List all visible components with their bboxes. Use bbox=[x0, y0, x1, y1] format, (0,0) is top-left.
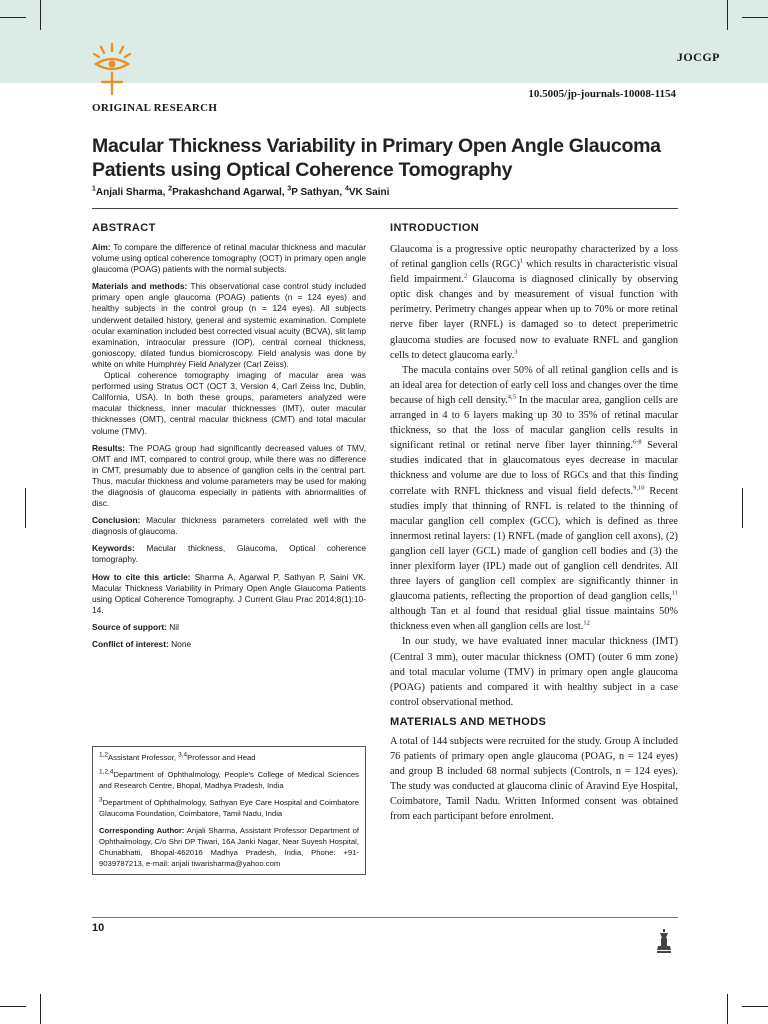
introduction-paragraph bbox=[390, 242, 678, 363]
abstract-conclusion bbox=[92, 515, 366, 537]
author-affiliation-marker: 3 bbox=[287, 185, 292, 193]
abstract-results-text: The POAG group had significantly decreased values of TMV, OMT and IMT, compared to control group, while there was no difference in CMT, presumably due to absence of ganglion cells in the central part. Thus, macular thickness and volume parameters may be used for making the diagnosis of glaucoma especially in patients with abnormalities of disc. bbox=[92, 442, 366, 509]
abstract-citation-label: How to cite this article: bbox=[92, 571, 191, 582]
article-doi: 10.5005/jp-journals-10008-1154 bbox=[528, 88, 676, 100]
abstract-conclusion-label: Conclusion: bbox=[92, 515, 141, 526]
crop-mark bbox=[25, 488, 26, 528]
article-title: Macular Thickness Variability in Primary Open Angle Glaucoma Patients using Optical Coherence Tomography bbox=[92, 135, 661, 181]
abstract-heading: ABSTRACT bbox=[92, 222, 156, 234]
corresponding-author-label: Corresponding Author: bbox=[99, 826, 185, 835]
abstract-methods-text: This observational case control study included primary open angle glaucoma (POAG) patients (n = 124 eyes) and healthy subjects in the control group (n = 124 eyes). All subjects underwent detailed history, general and systemic examination. Complete ocular examination included best corrected visual acuity (BCVA), slit lamp examination, intraocular pressure (IOP), central corneal thickness, gonioscopy, dilated fundus biomicroscopy. Field analysis was done by white on white Humphrey Field Analyzer (Carl Zeiss). bbox=[92, 281, 366, 369]
author-affiliation-marker: 2 bbox=[168, 185, 173, 193]
author-name: Anjali Sharma, bbox=[95, 187, 169, 198]
abstract-conclusion-text: Macular thickness parameters correlated well with the diagnosis of glaucoma. bbox=[92, 515, 366, 537]
journal-logo-icon bbox=[88, 42, 136, 102]
crop-mark bbox=[727, 0, 728, 30]
methods-paragraph: A total of 144 subjects were recruited for the study. Group A included 76 patients of primary open angle glaucoma (POAG, n = 124 eyes) and group B included 68 normal subjects (Controls, n = 124 eyes). The study was conducted at glaucoma clinic of Aravind Eye Hospital, Coimbatore, Tamil Nadu. Written Informed consent was obtained from each participant before enrolment. bbox=[390, 735, 678, 823]
abstract-keywords-label: Keywords: bbox=[92, 543, 135, 554]
page-number: 10 bbox=[92, 922, 105, 934]
citation-marker: 4,5 bbox=[507, 393, 516, 401]
abstract-citation-text: Sharma A, Agarwal P, Sathyan P, Saini VK. Macular Thickness Variability in Primary Open Angle Glaucoma Patients using Optical Coherence Tomography. J Current Glau Prac 2014;8(1):10-14. bbox=[92, 571, 366, 615]
author-name: P Sathyan, bbox=[291, 187, 345, 198]
affiliation-text: Assistant Professor, bbox=[108, 753, 179, 762]
crop-mark bbox=[40, 0, 41, 30]
affiliation-marker: 1,2 bbox=[99, 751, 109, 759]
abstract-methods bbox=[92, 281, 366, 370]
affiliation-text: Department of Ophthalmology, People’s College of Medical Sciences and Research Centre, Bhopal, Madhya Pradesh, India bbox=[99, 770, 359, 790]
affiliation-marker: 1,2,4 bbox=[99, 768, 114, 776]
abstract-results-label: Results: bbox=[92, 442, 126, 453]
affiliation-box bbox=[92, 746, 366, 875]
body-text: Several studies indicated that in glaucomatous eyes decrease in macular thickness and volume are due to loss of RGCs and that this finding correlate with RNFL thickness and visual field defects. bbox=[390, 440, 679, 497]
abstract-conflict bbox=[92, 639, 366, 650]
corresponding-author bbox=[99, 825, 359, 869]
abstract-aim-text: To compare the difference of retinal macular thickness and macular volume using optical coherence tomography (OCT) in primary open angle glaucoma (POAG) patients with the normal subjects. bbox=[92, 242, 366, 275]
affiliation-marker: 3 bbox=[99, 796, 103, 804]
abstract-conflict-label: Conflict of interest: bbox=[92, 639, 169, 649]
journal-name: JOCGP bbox=[676, 50, 720, 64]
citation-marker: 6-8 bbox=[632, 438, 642, 446]
body-text: Glaucoma is a progressive optic neuropathy characterized by a loss of retinal ganglion cells (RGC) bbox=[390, 244, 678, 271]
introduction-paragraph: In our study, we have evaluated inner macular thickness (IMT) (Central 3 mm), outer macular thickness (OMT) (outer 6 mm zone) and total macular volume (TMV) in primary open angle glaucoma (POAG) patients and compared it with healthy subject in a case control observational method. bbox=[390, 636, 678, 708]
author-name: Prakashchand Agarwal, bbox=[172, 187, 288, 198]
body-text: The macula contains over 50% of all retinal ganglion cells and is an ideal area for detection of early cell loss and changes over the time because of high cell density. bbox=[390, 364, 678, 406]
affiliation-institution-2 bbox=[99, 797, 359, 819]
abstract-aim bbox=[92, 242, 366, 275]
publisher-logo-icon bbox=[656, 928, 672, 954]
citation-marker: 12 bbox=[583, 619, 590, 627]
body-text: which results in characteristic visual field impairment. bbox=[390, 259, 679, 286]
methods-heading: MATERIALS AND METHODS bbox=[390, 715, 547, 728]
crop-mark bbox=[727, 994, 728, 1024]
abstract-keywords-text: Macular thickness, Glaucoma, Optical coherence tomography. bbox=[92, 543, 366, 565]
abstract-citation bbox=[92, 572, 366, 616]
author-affiliation-marker: 1 bbox=[92, 185, 96, 193]
body-column bbox=[390, 222, 678, 824]
introduction-heading: INTRODUCTION bbox=[390, 222, 480, 234]
author-affiliation-marker: 4 bbox=[344, 185, 349, 193]
author-name: VK Saini bbox=[348, 187, 390, 198]
abstract-support-text: Nil bbox=[166, 621, 180, 632]
abstract-conflict-text: None bbox=[168, 639, 192, 649]
citation-marker: 2 bbox=[464, 272, 468, 280]
crop-mark bbox=[0, 1006, 26, 1007]
affiliation-marker: 3,4 bbox=[178, 751, 188, 759]
abstract-results bbox=[92, 443, 366, 510]
body-text: Recent studies imply that thinning of RNFL is related to the thinning of macular ganglion cell complex (GCC), which is defined as three innermost retinal layers: (1) RNFL (made of ganglion cell axons), (2) ganglion cell layer (GCL) made of ganglion cell bodies and (3) the inner plexiform layer (IPL) made out of ganglion cell dendrites. All three layers of ganglion cell complex are significantly thinner in glaucoma patients, reflecting the proportion of dead ganglion cells, bbox=[390, 485, 678, 603]
affiliation-institution-1 bbox=[99, 769, 359, 791]
footer-divider bbox=[92, 917, 678, 918]
crop-mark bbox=[0, 17, 26, 18]
citation-marker: 3 bbox=[514, 348, 518, 356]
abstract-support bbox=[92, 622, 366, 633]
abstract-methods-label: Materials and methods: bbox=[92, 281, 188, 292]
affiliation-text: Professor and Head bbox=[187, 753, 256, 762]
introduction-paragraph bbox=[390, 363, 678, 635]
author-list bbox=[92, 187, 389, 198]
corresponding-author-text: Anjali Sharma, Assistant Professor Department of Ophthalmology, C/o Shri DP Tiwari, 16A Janki Nagar, Near Suyesh Hospital, Chunabhatti, Bhopal-462016 Madhya Pradesh, India, Phone: +91-9039787213, e-mail: anjali tiwarisharma@yahoo.com bbox=[99, 826, 359, 868]
crop-mark bbox=[40, 994, 41, 1024]
affiliation-titles bbox=[99, 752, 359, 763]
abstract-aim-label: Aim: bbox=[92, 242, 111, 252]
abstract-support-label: Source of support: bbox=[92, 621, 167, 632]
citation-marker: 11 bbox=[671, 589, 678, 597]
citation-marker: 9,10 bbox=[633, 484, 645, 492]
abstract-keywords bbox=[92, 543, 366, 565]
crop-mark bbox=[742, 488, 743, 528]
abstract-methods-continued: Optical coherence tomography imaging of macular area was performed using Stratus OCT (OCT 3, Version 4, Carl Zeiss Inc, Dublin, California, USA). In both these groups, parameters analyzed were macular thickness, inner macular thicknesses (IMT), outer macular thicknesses (OMT), central macular thickness (CMT) and total macular volume (TMV). bbox=[92, 370, 366, 436]
body-text: In the macular area, ganglion cells are arranged in 4 to 6 layers making up 30 to 35% of retinal macular thickness, so that the loss of macular ganglion cells results in significant retinal or retinal nerve fiber layer thinning. bbox=[390, 394, 678, 452]
body-text: Glaucoma is diagnosed clinically by observing optic disk changes and by measurement of visual function with perimetry. Perimetry changes appear when up to 70% or more retinal nerve fiber layer (RNFL) is damaged so to detect preperimetric glaucoma studies are focused now to evaluate RNFL and ganglion cells to detect glaucoma early. bbox=[390, 274, 678, 361]
citation-marker: 1 bbox=[520, 257, 524, 265]
abstract-column bbox=[92, 222, 366, 656]
affiliation-text: Department of Ophthalmology, Sathyan Eye Care Hospital and Coimbatore Glaucoma Foundation, Coimbatore, Tamil Nadu, India bbox=[99, 798, 359, 818]
crop-mark bbox=[742, 1006, 768, 1007]
title-divider bbox=[92, 208, 678, 209]
body-text: although Tan et al found that residual glial tissue maintains 50% thickness even when all ganglion cells are lost. bbox=[390, 606, 678, 633]
crop-mark bbox=[742, 17, 768, 18]
article-type: ORIGINAL RESEARCH bbox=[92, 102, 218, 114]
